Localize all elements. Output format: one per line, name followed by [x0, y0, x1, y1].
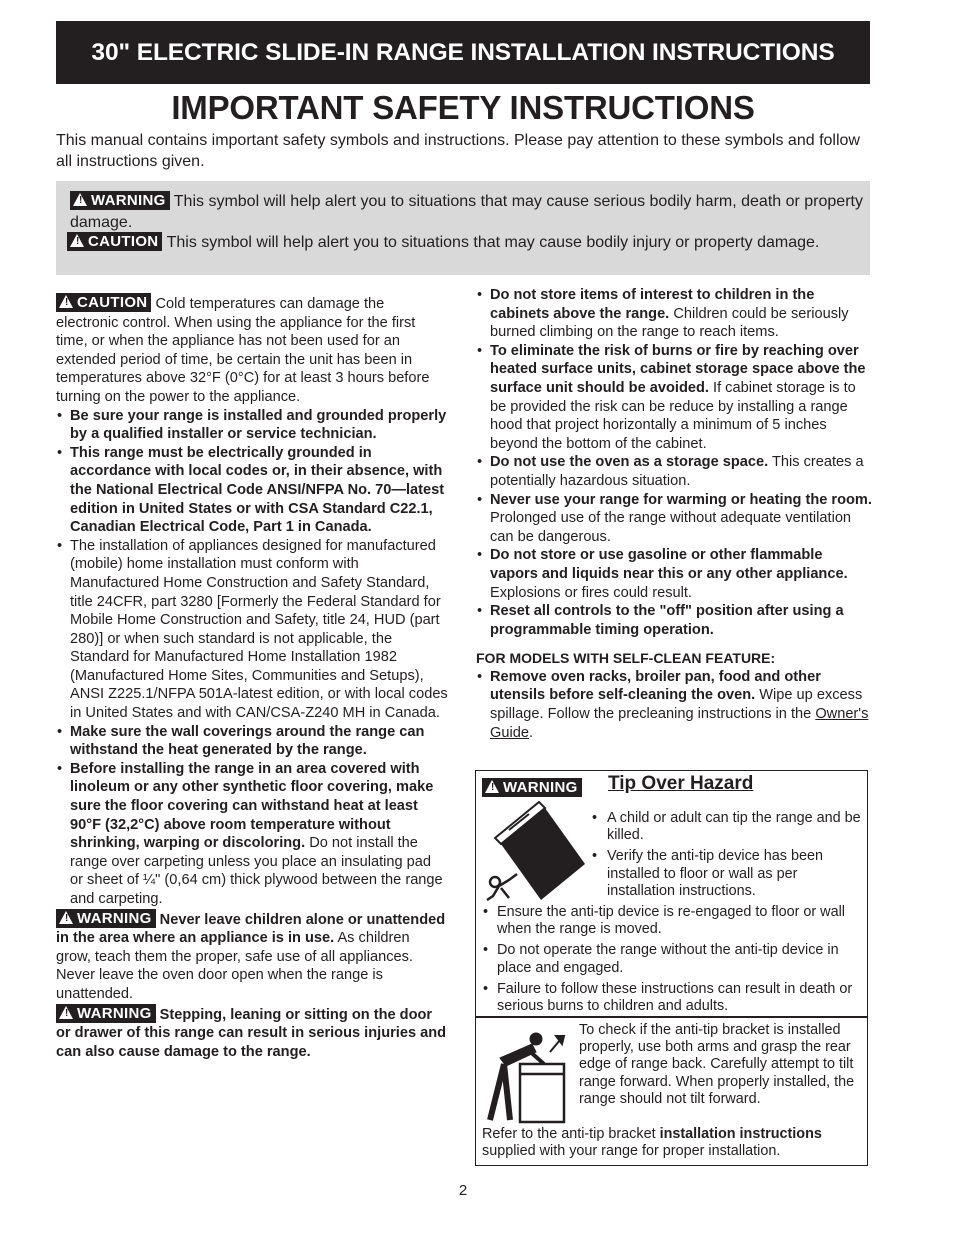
alert-triangle-icon: !: [485, 780, 499, 793]
tipover-bullets-bottom: [482, 904, 864, 1015]
symbol-legend-box: [56, 181, 870, 275]
left-bullet-list: [56, 407, 448, 909]
intro-paragraph: This manual contains important safety symbols and instructions. Please pay attention to these symbols and follow all instructions given.: [56, 132, 860, 170]
divider: [475, 1016, 868, 1018]
anti-tip-check-text: To check if the anti-tip bracket is installed properly, use both arms and grasp the rear edge of range back. Carefully attempt to tilt range forward. When properly installed, the range should not tilt forward.: [579, 1022, 855, 1107]
list-item: • Before installing the range in an area covered with linoleum or any other synthetic floor covering, make sure the floor covering can withstand heat at least 90°F (32,2°C) above room temperature without shrinking, warping or discoloring. Do not install the range over carpeting unless you place an insulating pad or sheet of ¼" (0,64 cm) thick plywood between the range and carpeting.: [56, 760, 448, 909]
anti-tip-check-illustration: [480, 1030, 572, 1124]
list-item: • This range must be electrically grounded in accordance with local codes or, in their absence, with the National Electrical Code ANSI/NFPA No. 70—latest edition in United States or with CSA Standard C22.1, Canadian Electrical Code, Part 1 in Canada.: [56, 444, 448, 537]
tipping-range-child-illustration: [483, 800, 593, 902]
list-item: • Do not operate the range without the anti-tip device in place and engaged.: [483, 942, 839, 976]
caution-badge: ! CAUTION: [67, 232, 162, 251]
caution-cold-temps: ! CAUTION Cold temperatures can damage the electronic control. When using the appliance for the first time, or when the appliance has not been used for an extended period of time, be certain the unit has been in temperatures above 32°F (0°C) for at least 3 hours before turning on the power to the appliance.: [56, 294, 430, 405]
alert-triangle-icon: !: [70, 234, 84, 247]
tilt-arrow-icon: [550, 1036, 564, 1052]
tip-over-title: Tip Over Hazard: [608, 773, 754, 794]
self-clean-list: [476, 668, 874, 742]
list-item: • Remove oven racks, broiler pan, food and other utensils before self-cleaning the oven. Wipe up excess spillage. Follow the precleaning instructions in the Owner's Guide.: [476, 668, 874, 742]
alert-triangle-icon: !: [59, 1006, 73, 1019]
range-outline-icon: [520, 1064, 564, 1122]
list-item: • To eliminate the risk of burns or fire by reaching over heated surface units, cabinet storage space above the surface unit should be avoided. If cabinet storage is to be provided the risk can be reduce by installing a range hood that project horizontally a minimum of 5 inches beyond the bottom of the cabinet.: [476, 342, 874, 454]
warning-badge: ! WARNING: [56, 1004, 156, 1023]
page-number: 2: [458, 1182, 468, 1199]
list-item: • Ensure the anti-tip device is re-engaged to floor or wall when the range is moved.: [483, 904, 845, 938]
warning-legend-text: This symbol will help alert you to situations that may cause serious bodily harm, death or property damage.: [70, 193, 863, 231]
left-column: [56, 293, 448, 1061]
tipover-warning-badge-wrap: [482, 778, 582, 798]
page-title: IMPORTANT SAFETY INSTRUCTIONS: [171, 89, 755, 126]
warning-legend: [70, 191, 870, 233]
list-item: • Failure to follow these instructions can result in death or serious burns to children and adults.: [483, 980, 853, 1015]
warning-children: ! WARNING Never leave children alone or unattended in the area where an appliance is in use. As children grow, teach them the proper, safe use of all appliances. Never leave the oven door open when the range is unattended.: [56, 909, 446, 1002]
list-item: • Reset all controls to the "off" position after using a programmable timing operation.: [476, 602, 874, 639]
caution-legend: [67, 232, 867, 253]
warning-stepping: ! WARNING Stepping, leaning or sitting on the door or drawer of this range can result in serious injuries and can also cause damage to the range.: [56, 1004, 447, 1060]
tipping-range-icon: [495, 802, 585, 900]
list-item: • Make sure the wall coverings around the range can withstand the heat generated by the range.: [56, 723, 448, 760]
warning-badge: ! WARNING: [70, 191, 170, 210]
list-item: • Verify the anti-tip device has been installed to floor or wall as per installation instructions.: [592, 848, 823, 899]
warning-badge: ! WARNING: [482, 778, 582, 797]
list-item: • Do not use the oven as a storage space. This creates a potentially hazardous situation.: [476, 453, 874, 490]
list-item: • The installation of appliances designed for manufactured (mobile) home installation must conform with Manufactured Home Construction and Safety Standard, title 24CFR, part 3280 [Formerly the Federal Standard for Mobile Home Construction and Safety, title 24, HUD (part 280)] or when such standard is not applicable, the Standard for Manufactured Home Installation 1982 (Manufactured Home Sites, Communities and Setups), ANSI Z225.1/NFPA 501A-latest edition, or with local codes in United States and with CAN/CSA-Z240 MH in Canada.: [56, 537, 448, 723]
list-item: • Do not store items of interest to children in the cabinets above the range. Children could be seriously burned climbing on the range to reach items.: [476, 286, 874, 342]
alert-triangle-icon: !: [73, 193, 87, 206]
alert-triangle-icon: !: [59, 295, 73, 308]
warning-badge: ! WARNING: [56, 909, 156, 928]
document-banner: 30" ELECTRIC SLIDE-IN RANGE INSTALLATION INSTRUCTIONS: [56, 21, 870, 84]
caution-legend-text: This symbol will help alert you to situations that may cause bodily injury or property damage.: [166, 234, 820, 251]
anti-tip-refer-text: Refer to the anti-tip bracket installation instructions supplied with your range for proper installation.: [482, 1126, 822, 1160]
caution-badge: ! CAUTION: [56, 293, 151, 312]
list-item: • A child or adult can tip the range and be killed.: [592, 810, 861, 844]
list-item: • Be sure your range is installed and grounded properly by a qualified installer or service technician.: [56, 407, 448, 444]
right-bullet-list: [476, 286, 874, 639]
owners-guide-link[interactable]: Owner's Guide: [490, 706, 869, 741]
self-clean-heading: FOR MODELS WITH SELF-CLEAN FEATURE:: [476, 650, 776, 667]
alert-triangle-icon: !: [59, 911, 73, 924]
list-item: • Never use your range for warming or heating the room. Prolonged use of the range without adequate ventilation can be dangerous.: [476, 491, 874, 547]
list-item: • Do not store or use gasoline or other flammable vapors and liquids near this or any other appliance. Explosions or fires could result.: [476, 546, 874, 602]
right-column: [476, 286, 874, 742]
tipover-bullets-top: [592, 810, 867, 900]
child-figure-icon: [487, 874, 517, 900]
